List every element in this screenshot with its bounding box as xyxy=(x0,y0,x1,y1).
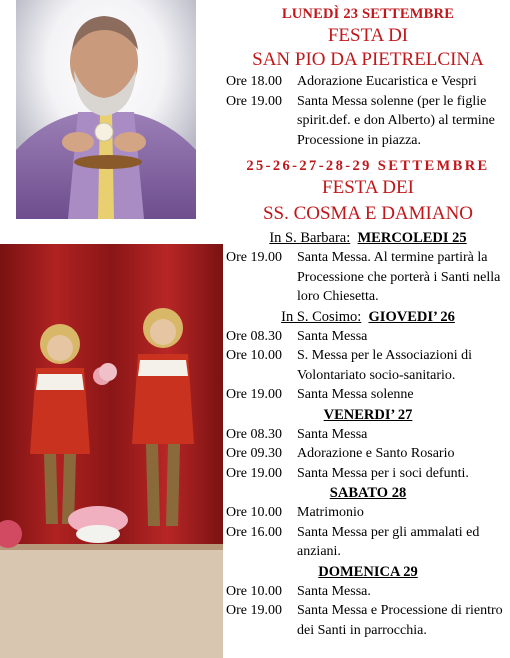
saints-statues-photo xyxy=(0,244,223,658)
schedule-row xyxy=(226,72,510,92)
schedule-row xyxy=(226,92,510,151)
schedule-list xyxy=(226,72,510,150)
place-heading xyxy=(226,307,510,327)
schedule-text: Santa Messa per gli ammalati ed anziani. xyxy=(297,524,480,559)
day-heading xyxy=(226,562,510,582)
schedule-text: Santa Messa per i soci defunti. xyxy=(297,465,469,481)
schedule-time: Ore 19.00 xyxy=(226,465,282,481)
padre-pio-photo xyxy=(16,0,196,219)
event-date: 25-26-27-28-29 SETTEMBRE xyxy=(246,158,490,174)
schedule-row xyxy=(226,327,510,347)
day-heading xyxy=(226,483,510,503)
day-label: GIOVEDI’ 26 xyxy=(368,308,455,325)
day-label: MERCOLEDI 25 xyxy=(357,230,467,246)
event-title-line1: FESTA DEI xyxy=(322,177,414,198)
place-label: In S. Barbara: xyxy=(269,230,351,246)
schedule-text: S. Messa per le Associazioni di Volontariato socio-sanitario. xyxy=(297,348,472,383)
schedule-time: Ore 08.30 xyxy=(226,328,282,344)
schedule-row xyxy=(226,601,510,640)
schedule-text: Santa Messa solenne (per le figlie spirit.def. e don Alberto) al termine Processione in piazza. xyxy=(297,93,495,148)
schedule-text: Adorazione e Santo Rosario xyxy=(297,446,455,461)
schedule-time: Ore 19.00 xyxy=(226,387,282,402)
schedule-row xyxy=(226,248,510,307)
schedule-text: Matrimonio xyxy=(297,505,364,520)
schedule-list xyxy=(226,228,510,640)
schedule-row xyxy=(226,464,510,484)
schedule-text: Santa Messa. Al termine partirà la Processione che porterà i Santi nella loro Chiesetta. xyxy=(297,250,501,304)
place-label: In S. Cosimo: xyxy=(281,308,362,325)
schedule-text: Santa Messa. xyxy=(297,583,371,599)
schedule-text: Adorazione Eucaristica e Vespri xyxy=(297,74,477,89)
schedule-row xyxy=(226,346,510,385)
schedule-time: Ore 19.00 xyxy=(226,250,282,265)
schedule-time: Ore 18.00 xyxy=(226,74,282,89)
schedule-text: Santa Messa xyxy=(297,426,368,442)
event-title-line2: SAN PIO DA PIETRELCINA xyxy=(252,49,484,70)
schedule-time: Ore 19.00 xyxy=(226,603,282,618)
schedule-time: Ore 16.00 xyxy=(226,524,282,540)
event-date: LUNEDÌ 23 SETTEMBRE xyxy=(281,6,455,22)
schedule-text: Santa Messa xyxy=(297,328,368,344)
schedule-time: Ore 19.00 xyxy=(226,93,282,109)
schedule-row xyxy=(226,385,510,405)
schedule-time: Ore 09.30 xyxy=(226,446,282,461)
schedule-text: Santa Messa e Processione di rientro dei Santi in parrocchia. xyxy=(297,603,503,638)
schedule-time: Ore 10.00 xyxy=(226,505,282,520)
schedule-row xyxy=(226,523,510,562)
day-label: DOMENICA 29 xyxy=(318,563,418,580)
schedule-row xyxy=(226,425,510,445)
schedule-time: Ore 10.00 xyxy=(226,583,282,599)
schedule-row xyxy=(226,503,510,523)
day-heading xyxy=(226,405,510,425)
schedule-time: Ore 10.00 xyxy=(226,348,282,363)
event-title-line2: SS. COSMA E DAMIANO xyxy=(262,203,474,224)
day-label: VENERDI’ 27 xyxy=(323,406,413,423)
schedule-text: Santa Messa solenne xyxy=(297,387,414,402)
event-title-line1: FESTA DI xyxy=(327,25,409,46)
schedule-time: Ore 08.30 xyxy=(226,426,282,442)
schedule-row xyxy=(226,444,510,464)
day-label: SABATO 28 xyxy=(329,485,407,501)
schedule-row xyxy=(226,582,510,602)
place-heading xyxy=(226,228,510,248)
